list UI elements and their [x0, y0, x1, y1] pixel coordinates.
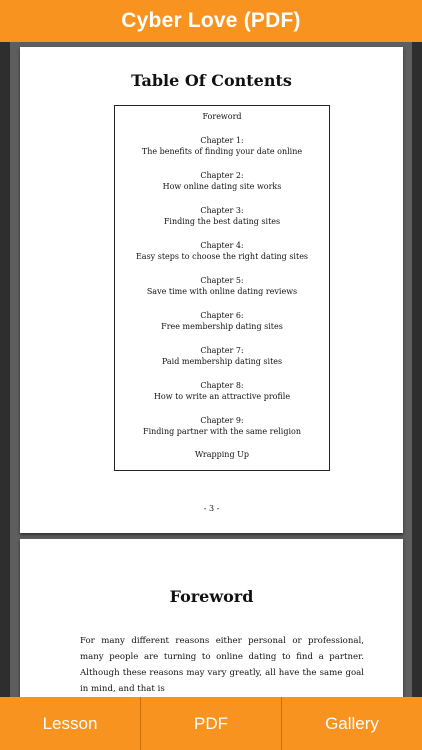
toc-entry [115, 415, 329, 437]
bottom-tab-bar [0, 697, 422, 750]
chapter-title: Save time with online dating reviews [146, 287, 298, 296]
toc-entry [115, 205, 329, 227]
left-margin [0, 42, 10, 697]
foreword-paragraph: For many different reasons either personal or professional, many people are turning to online dating to find a partner. Although these reasons may vary greatly, all have the same goal in mind, and that is [80, 636, 364, 694]
pdf-page-3 [20, 47, 403, 533]
tab-lesson[interactable]: Lesson [42, 713, 98, 733]
pdf-viewer[interactable] [0, 42, 422, 697]
pdf-page-4 [20, 539, 403, 697]
chapter-number: Chapter 5: [200, 276, 244, 285]
toc-entry [115, 345, 329, 367]
toc-foreword: Foreword [202, 112, 242, 121]
chapter-title: Free membership dating sites [161, 322, 283, 331]
toc-entry [115, 135, 329, 157]
tab-pdf[interactable]: PDF [140, 697, 281, 750]
toc-entry [115, 240, 329, 262]
chapter-number: Chapter 8: [200, 381, 244, 390]
chapter-title: How online dating site works [162, 182, 282, 191]
chapter-number: Chapter 4: [200, 241, 244, 250]
foreword-heading: Foreword [169, 587, 254, 606]
toc-entry [115, 275, 329, 297]
chapter-title: How to write an attractive profile [153, 392, 291, 401]
toc-entry [115, 380, 329, 402]
toc-entry [115, 170, 329, 192]
chapter-number: Chapter 2: [200, 171, 244, 180]
app-title: Cyber Love (PDF) [121, 9, 301, 32]
app-header [0, 0, 422, 42]
chapter-number: Chapter 6: [200, 311, 244, 320]
toc-entry [115, 310, 329, 332]
right-margin [412, 42, 422, 697]
toc-box [114, 105, 330, 471]
page-number: - 3 - [203, 504, 220, 513]
tab-gallery[interactable]: Gallery [281, 697, 422, 750]
toc-wrapping-up: Wrapping Up [195, 450, 249, 459]
chapter-number: Chapter 3: [200, 206, 244, 215]
chapter-title: The benefits of finding your date online [141, 147, 303, 156]
chapter-number: Chapter 1: [200, 136, 244, 145]
chapter-number: Chapter 7: [200, 346, 244, 355]
toc-heading: Table Of Contents [131, 71, 292, 90]
chapter-title: Finding partner with the same religion [143, 427, 301, 436]
chapter-title: Paid membership dating sites [161, 357, 283, 366]
chapter-number: Chapter 9: [200, 416, 244, 425]
chapter-title: Finding the best dating sites [163, 217, 281, 226]
chapter-title: Easy steps to choose the right dating sites [135, 252, 309, 261]
